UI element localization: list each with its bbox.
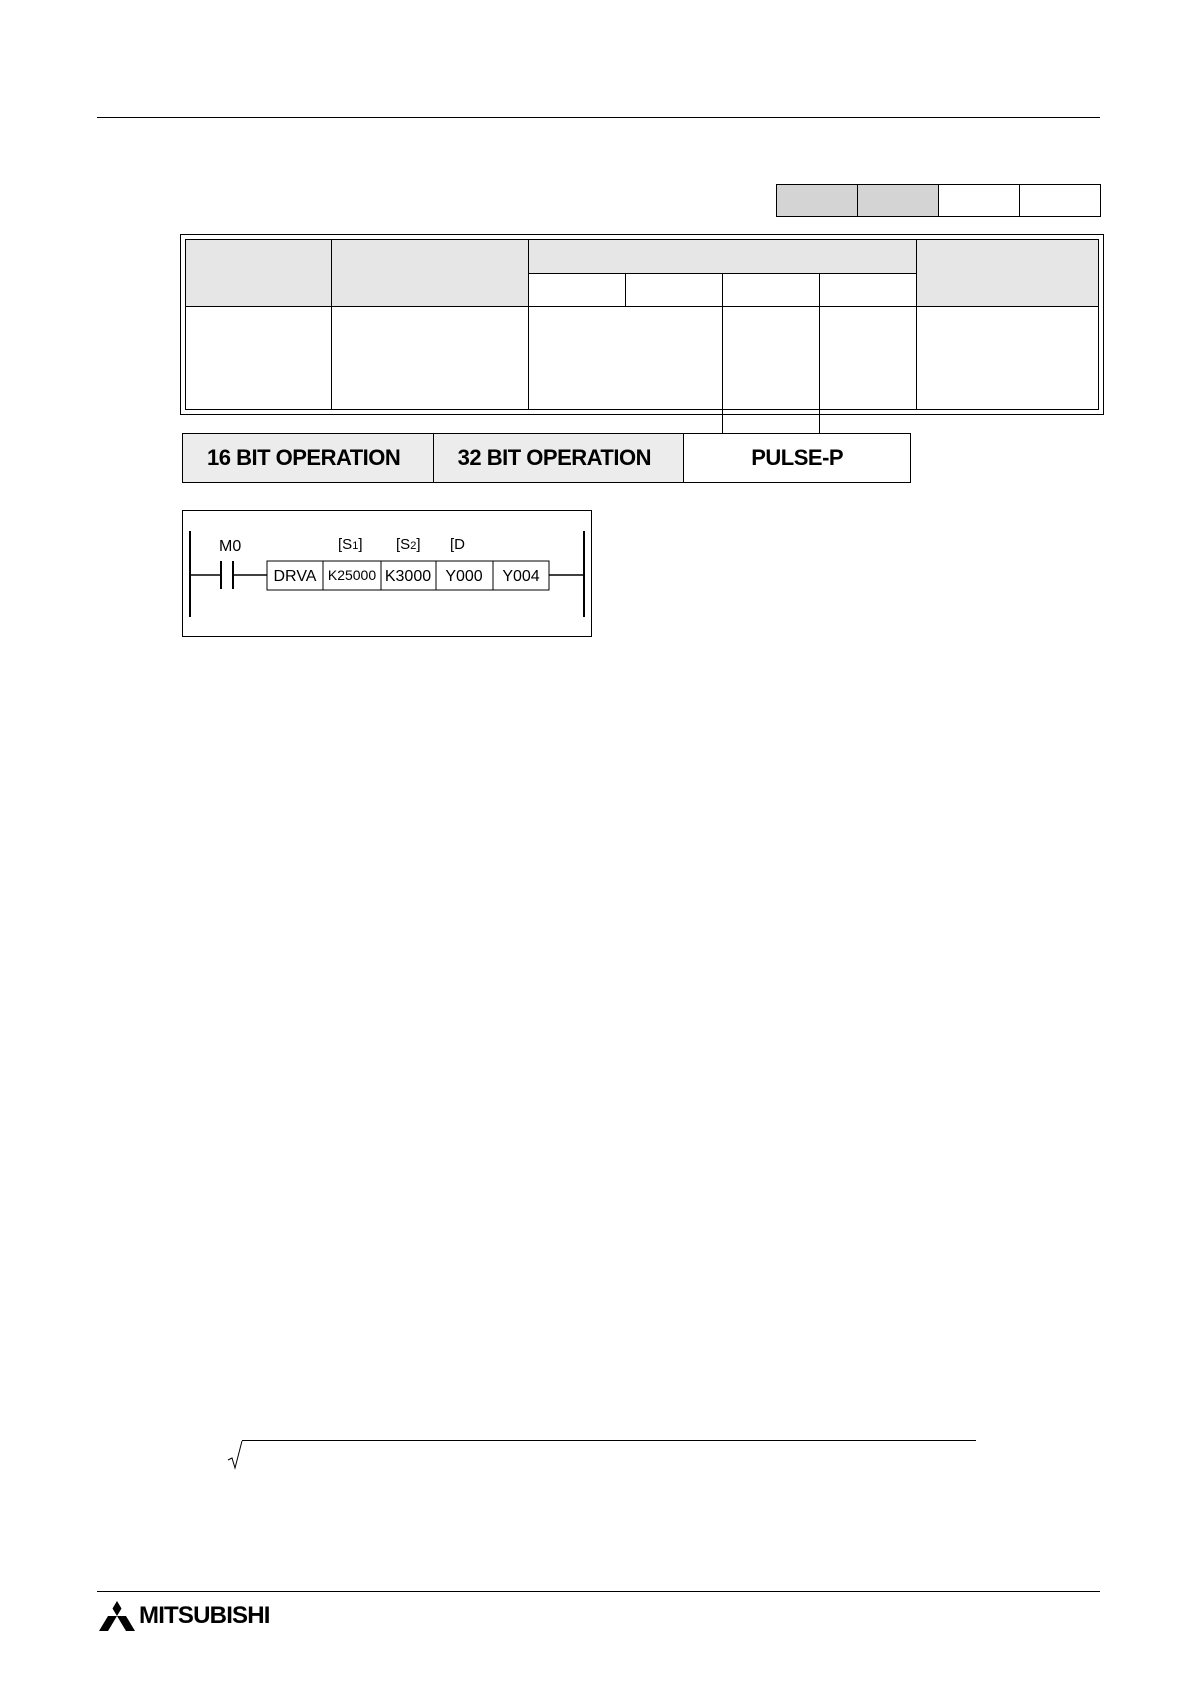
arg-s1: K25000: [327, 567, 377, 583]
arg-d2: Y004: [502, 568, 540, 585]
applicability-boxes: [776, 184, 1101, 217]
operand-label-d: [D: [450, 536, 465, 553]
formula-overline: [242, 1440, 976, 1441]
ladder-svg: [183, 511, 590, 635]
table-line: [722, 273, 723, 442]
logo-wordmark: MITSUBISHI: [139, 1602, 270, 1629]
applicability-box-1: [777, 185, 857, 216]
instruction-name: DRVA: [273, 568, 317, 585]
ladder-diagram: [182, 510, 592, 637]
mitsubishi-logo: [99, 1600, 270, 1632]
applicability-box-2: [857, 185, 938, 216]
operand-table-frame: [180, 234, 1104, 415]
arg-s2: K3000: [384, 568, 432, 585]
operand-label-s1: [S1]: [338, 536, 363, 553]
op-32bit: 32 BIT OPERATION: [433, 434, 684, 482]
op-pulse: PULSE-P: [683, 434, 910, 482]
table-line: [916, 240, 917, 409]
three-diamonds-icon: [99, 1601, 135, 1631]
footer-rule: [97, 1591, 1100, 1592]
applicability-box-4: [1019, 185, 1100, 216]
table-line: [625, 273, 626, 306]
applicability-box-3: [938, 185, 1019, 216]
table-line: [528, 240, 529, 409]
table-line: [331, 240, 332, 409]
arg-d1: Y000: [445, 568, 483, 585]
table-line: [186, 306, 1098, 307]
contact-label: M0: [219, 538, 242, 555]
operand-label-s2: [S2]: [396, 536, 421, 553]
table-line: [819, 273, 820, 442]
operand-table: [185, 239, 1099, 410]
op-16bit: 16 BIT OPERATION: [183, 434, 433, 482]
radical-icon: [226, 1440, 246, 1470]
operation-bar: [182, 433, 911, 483]
header-rule: [97, 117, 1100, 118]
